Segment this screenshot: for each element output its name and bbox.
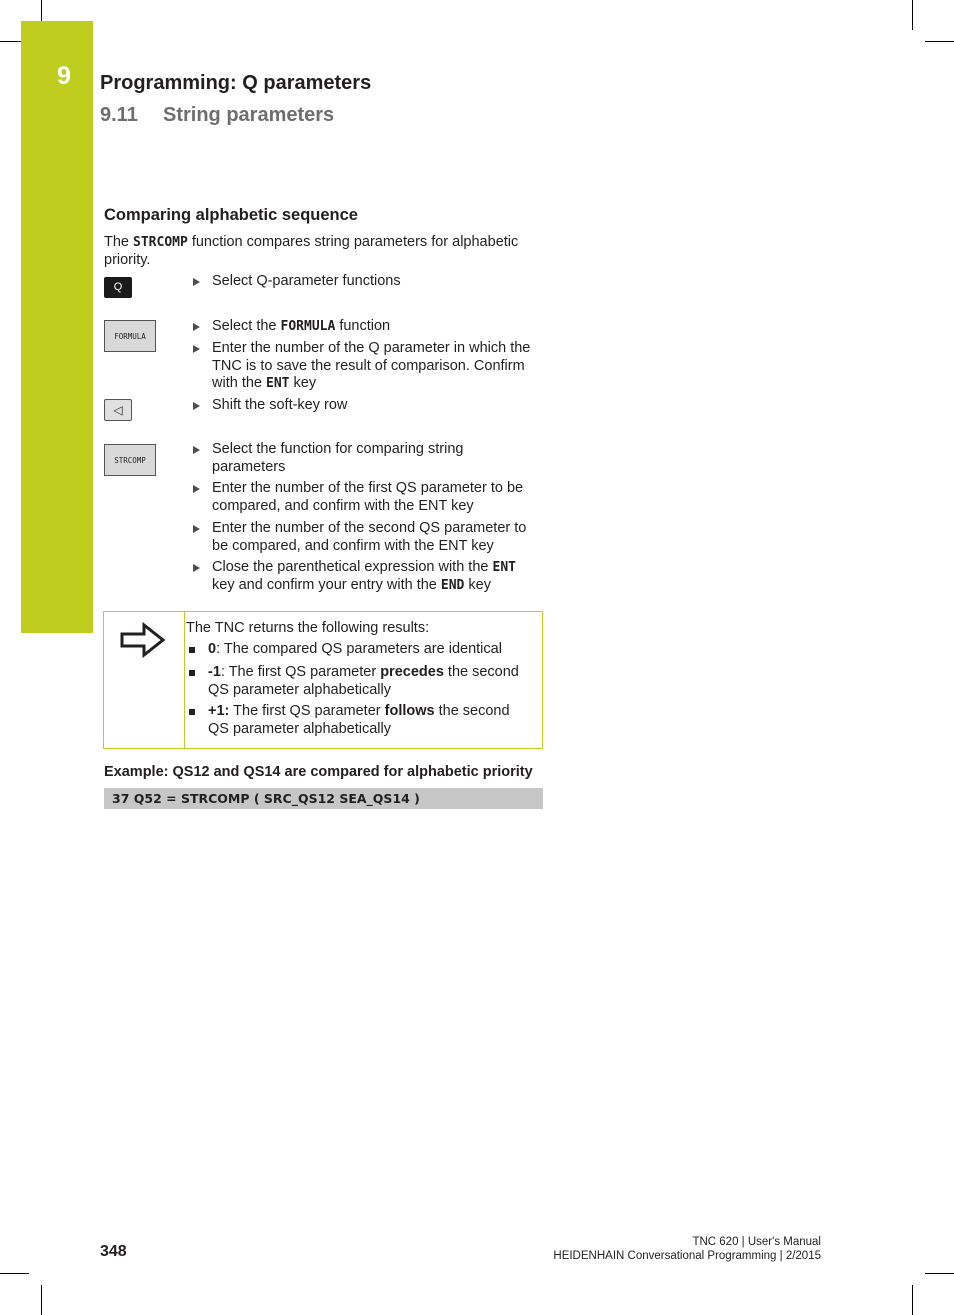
note-divider bbox=[184, 612, 185, 748]
result-item bbox=[189, 641, 529, 659]
triangle-bullet-icon bbox=[193, 323, 200, 331]
crop-mark bbox=[912, 0, 913, 30]
strcomp-code: STRCOMP bbox=[133, 235, 188, 250]
intro-text: function compares string parameters for alphabetic priority. bbox=[104, 234, 519, 268]
crop-mark bbox=[41, 0, 42, 21]
subsection-heading: Comparing alphabetic sequence bbox=[104, 206, 358, 224]
step-item bbox=[193, 318, 538, 336]
note-intro: The TNC returns the following results: bbox=[186, 620, 430, 636]
crop-mark bbox=[925, 41, 954, 42]
square-bullet-icon bbox=[189, 709, 195, 715]
intro-text: The bbox=[104, 234, 134, 250]
chapter-title: Programming: Q parameters bbox=[100, 72, 372, 94]
square-bullet-icon bbox=[189, 647, 195, 653]
crop-mark bbox=[0, 41, 21, 42]
footer-line: TNC 620 | User's Manual bbox=[692, 1236, 821, 1248]
crop-mark bbox=[912, 1285, 913, 1315]
section-number: 9.11 bbox=[100, 104, 138, 126]
triangle-bullet-icon bbox=[193, 564, 200, 572]
page-number: 348 bbox=[100, 1243, 127, 1260]
step-item bbox=[193, 480, 538, 515]
shift-softkey-row-icon: ◁ bbox=[104, 399, 132, 421]
section-name: String parameters bbox=[163, 104, 335, 126]
footer-text bbox=[553, 1235, 821, 1263]
example-title: Example: QS12 and QS14 are compared for alphabetic priority bbox=[104, 764, 533, 780]
step-text: Shift the soft-key row bbox=[212, 397, 348, 413]
triangle-bullet-icon bbox=[193, 446, 200, 454]
square-bullet-icon bbox=[189, 670, 195, 676]
nc-code-line: 37 Q52 = STRCOMP ( SRC_QS12 SEA_QS14 ) bbox=[104, 788, 543, 809]
result-text: -1: The first QS parameter precedes the second QS parameter alphabetically bbox=[208, 664, 519, 698]
triangle-bullet-icon bbox=[193, 345, 200, 353]
step-item bbox=[193, 559, 538, 594]
result-text: +1: The first QS parameter follows the second QS parameter alphabetically bbox=[208, 703, 510, 737]
result-text: 0: The compared QS parameters are identical bbox=[208, 641, 502, 657]
intro-paragraph bbox=[104, 234, 544, 269]
result-item bbox=[189, 703, 529, 738]
step-text: Select the FORMULA function bbox=[212, 318, 391, 334]
formula-softkey-icon: FORMULA bbox=[104, 320, 156, 352]
right-arrow-icon bbox=[120, 622, 166, 658]
triangle-bullet-icon bbox=[193, 402, 200, 410]
section-title bbox=[100, 104, 334, 127]
result-item bbox=[189, 664, 529, 699]
crop-mark bbox=[41, 1285, 42, 1315]
chapter-number: 9 bbox=[57, 62, 71, 90]
step-item bbox=[193, 397, 538, 415]
footer-line: HEIDENHAIN Conversational Programming | 2/2015 bbox=[553, 1250, 821, 1262]
step-text: Enter the number of the Q parameter in which the TNC is to save the result of comparison. Confirm with the ENT key bbox=[212, 340, 531, 391]
step-item bbox=[193, 273, 538, 291]
crop-mark bbox=[925, 1273, 954, 1274]
step-item bbox=[193, 520, 538, 555]
step-text: Select Q-parameter functions bbox=[212, 273, 401, 289]
triangle-bullet-icon bbox=[193, 485, 200, 493]
crop-mark bbox=[0, 1273, 29, 1274]
step-item bbox=[193, 441, 538, 476]
step-item bbox=[193, 340, 538, 393]
chapter-tab-bar bbox=[21, 21, 93, 633]
step-text: Enter the number of the first QS parameter to be compared, and confirm with the ENT key bbox=[212, 480, 524, 514]
strcomp-softkey-icon: STRCOMP bbox=[104, 444, 156, 476]
step-text: Enter the number of the second QS parameter to be compared, and confirm with the ENT key bbox=[212, 520, 527, 554]
step-text: Close the parenthetical expression with the ENT key and confirm your entry with the END key bbox=[212, 559, 516, 593]
step-text: Select the function for comparing string parameters bbox=[212, 441, 464, 475]
triangle-bullet-icon bbox=[193, 525, 200, 533]
q-key-icon: Q bbox=[104, 277, 132, 298]
triangle-bullet-icon bbox=[193, 278, 200, 286]
